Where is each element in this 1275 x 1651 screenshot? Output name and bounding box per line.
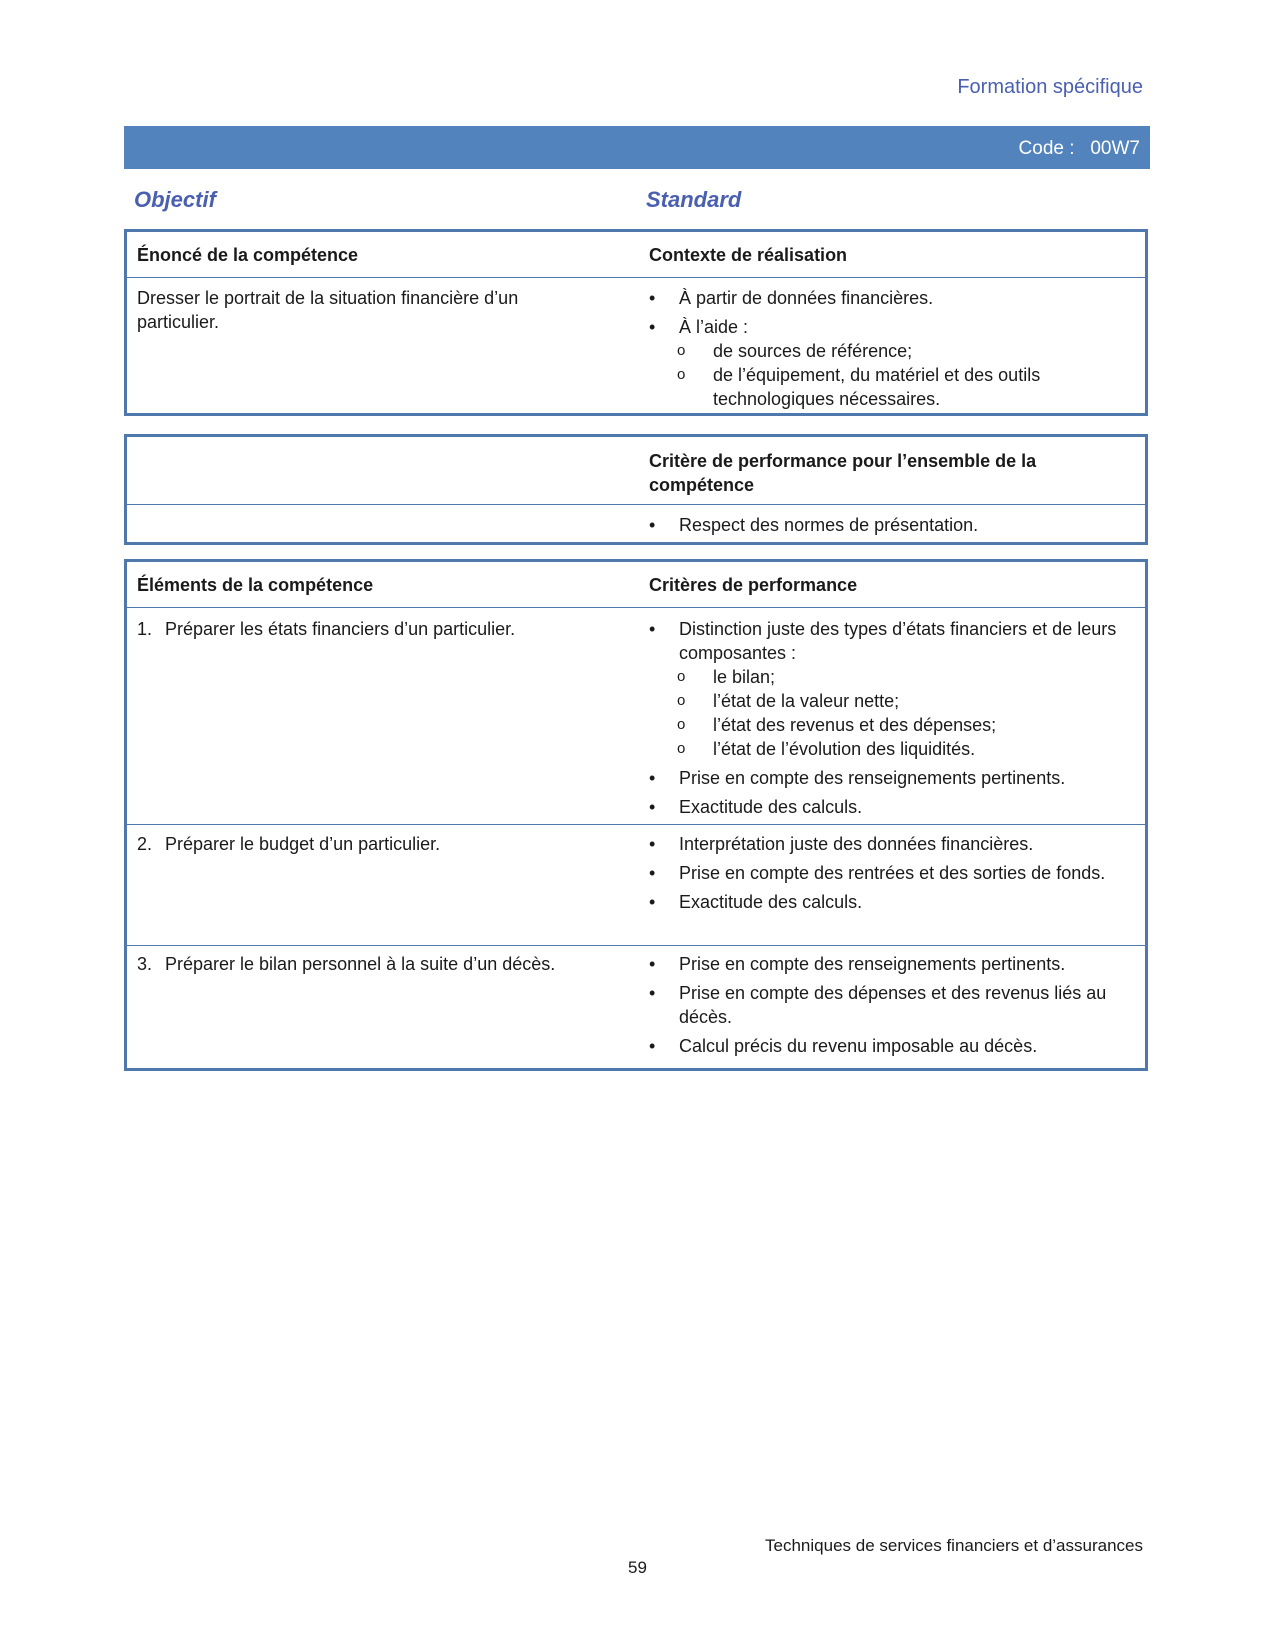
code-label: Code : [1018, 138, 1075, 159]
criteria-list [649, 617, 1139, 824]
list-item: • Respect des normes de présentation. [649, 513, 1139, 537]
code-bar [124, 126, 1150, 169]
element-text: Préparer les états financiers d’un particulier. [165, 619, 516, 639]
program-label: Formation spécifique [957, 76, 1143, 98]
elements-table [124, 559, 1148, 1071]
list-item: • Calcul précis du revenu imposable au décès. [649, 1034, 1139, 1058]
footer-program: Techniques de services financiers et d’assurances [765, 1536, 1143, 1555]
global-criteria-table [124, 434, 1148, 545]
global-criteria-body-row [127, 505, 1145, 543]
criteria-list [649, 832, 1139, 919]
competence-body-row [127, 278, 1145, 414]
sub-list-item: o l’état des revenus et des dépenses; [649, 713, 1139, 737]
sub-list-item: o l’état de l’évolution des liquidités. [649, 737, 1139, 761]
sub-list-item: o l’état de la valeur nette; [649, 689, 1139, 713]
element-number: 3. [137, 954, 153, 974]
list-item: • Prise en compte des rentrées et des sorties de fonds. [649, 861, 1139, 885]
global-criteria-heading: Critère de performance pour l’ensemble de la compétence [649, 451, 1037, 495]
element-item [137, 832, 625, 856]
list-item: • À partir de données financières. [649, 286, 1139, 310]
criteria-list [649, 952, 1139, 1063]
element-text: Préparer le budget d’un particulier. [165, 834, 441, 854]
element-item [137, 952, 625, 976]
list-item: • Exactitude des calculs. [649, 795, 1139, 819]
table-row [127, 946, 1145, 1064]
list-item: • Interprétation juste des données financières. [649, 832, 1139, 856]
competence-statement: Dresser le portrait de la situation financière d’un particulier. [137, 288, 519, 332]
criteria-heading: Critères de performance [649, 575, 858, 595]
page-number: 59 [628, 1558, 647, 1577]
context-heading: Contexte de réalisation [649, 245, 848, 265]
table-row [127, 608, 1145, 825]
list-item: • Distinction juste des types d’états financiers et de leurs composantes : [649, 617, 1139, 665]
table-row [127, 825, 1145, 946]
list-item: • Exactitude des calculs. [649, 890, 1139, 914]
statement-heading: Énoncé de la compétence [137, 245, 359, 265]
element-item [137, 617, 625, 641]
elements-heading: Éléments de la compétence [137, 575, 374, 595]
standard-label: Standard [646, 187, 742, 212]
code-value: 00W7 [1090, 138, 1140, 159]
list-item: • Prise en compte des renseignements pertinents. [649, 766, 1139, 790]
list-item: • Prise en compte des renseignements pertinents. [649, 952, 1139, 976]
sub-list-item: o de sources de référence; [649, 339, 1139, 363]
sub-list-item: o le bilan; [649, 665, 1139, 689]
list-item: • Prise en compte des dépenses et des revenus liés au décès. [649, 981, 1139, 1029]
code-text [1019, 138, 1140, 160]
global-criteria-header-row [127, 437, 1145, 505]
element-text: Préparer le bilan personnel à la suite d’un décès. [165, 954, 556, 974]
competence-header-row [127, 232, 1145, 278]
element-number: 2. [137, 834, 153, 854]
competence-table [124, 229, 1148, 416]
context-list [649, 286, 1139, 411]
elements-header-row [127, 562, 1145, 608]
objective-label: Objectif [134, 187, 216, 212]
list-item: • À l’aide : [649, 315, 1139, 339]
element-number: 1. [137, 619, 153, 639]
sub-list-item: o de l’équipement, du matériel et des outils technologiques nécessaires. [649, 363, 1139, 411]
